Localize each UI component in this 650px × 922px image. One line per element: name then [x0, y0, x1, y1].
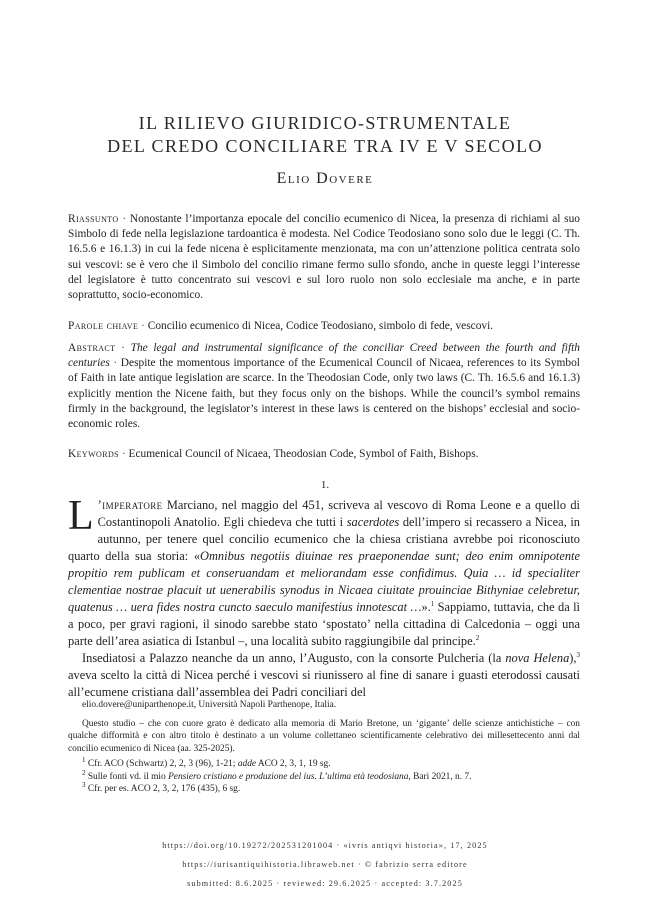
body-text-run: aveva scelto la città di Nicea perché i vescovi si riunissero al fine di sanare i guasti eterodossi causati all’ecumene cristiana dall’assemblea dei Padri conciliari del: [68, 668, 580, 699]
parole-chiave-separator: ·: [138, 320, 148, 332]
riassunto-label: Riassunto: [68, 213, 119, 225]
body-text-run: ».: [421, 600, 431, 614]
footnote-number: 1: [82, 755, 86, 764]
body-text-run: Sappiamo, tuttavia, che da lì a poco, per gravi ragioni, il sinodo sarebbe stato ‘spostato’ nella cittadina di Calcedonia – oggi una parte dell’area asiatica di Istanbul –, una località subito raggiungibile dal principe.: [68, 600, 580, 648]
footnote-text: ACO 2, 3, 1, 19 sg.: [256, 759, 331, 769]
article-title-line-2: DEL CREDO CONCILIARE TRA IV E V SECOLO: [107, 136, 543, 156]
abstract-block: [68, 341, 580, 432]
keywords-text: Ecumenical Council of Nicaea, Theodosian Code, Symbol of Faith, Bishops.: [128, 448, 479, 460]
footnote-italic: Pensiero cristiano e produzione del ius. L’ultima età teodosiana: [168, 771, 409, 782]
footnotes-area: [68, 699, 580, 796]
abstract-text: Despite the momentous importance of the Ecumenical Council of Nicaea, references to its Symbol of Faith in late antique legislation are scarce. In the Theodosian Code, only two laws (C. Th. 16.5.6 and 16.1.3) explicitly mention the Nicene faith, but they focus only on the bishops. While the council’s symbol remains firmly in the background, the legislator’s interest in these laws is centered on the bishops’ ecclesial and socio-economic roles.: [68, 357, 580, 431]
author-affiliation: [68, 699, 580, 712]
footnote-number: 2: [82, 768, 86, 777]
footnote-italic: adde: [237, 759, 257, 769]
footnote-text: Cfr. per es. ACO 2, 3, 2, 176 (435), 6 sg.: [87, 784, 241, 794]
footer-doi-line[interactable]: https://doi.org/10.19272/202531201004 · «ivris antiqvi historia», 17, 2025: [162, 841, 488, 850]
body-paragraph-1: [68, 493, 580, 650]
article-author: Elio Dovere: [276, 170, 374, 187]
footnote-1: [68, 755, 580, 771]
footnote-number: 3: [82, 780, 86, 789]
riassunto-text: Nonostante l’importanza epocale del concilio ecumenico di Nicea, la presenza di richiami al suo Simbolo di fede nella legislazione tardoantica è modesta. Nel Codice Teodosiano sono solo due le leggi (C. Th. 16.5.6 e 16.1.3) in cui la fede nicena è esplicitamente menzionata, ma con un’attenzione politica centrata solo sui vescovi: se è vero che il Simbolo del concilio rimane fermo sullo sfondo, anche in queste leggi l’interesse del legislatore è tutto concentrato sui vescovi e sul loro ruolo non solo ecclesiale ma anche, e in parte soprattutto, socio-economico.: [68, 213, 580, 302]
author-email: elio.dovere@uniparthenope.it, Università Napoli Parthenope, Italia.: [82, 700, 337, 710]
parole-chiave-text: Concilio ecumenico di Nicea, Codice Teodosiano, simbolo di fede, vescovi.: [147, 320, 494, 332]
keywords-separator: ·: [118, 448, 129, 460]
parole-chiave-label: Parole chiave: [68, 320, 139, 332]
section-number: 1.: [320, 479, 330, 491]
body-text-run: dell’impero si recassero a Nicea, in autunno, per tenere quel concilio ecumenico che la chiesa cristiana avrebbe poi riconosciuto quarto della sua storia: «: [68, 515, 580, 563]
footnote-text: Cfr. ACO (Schwartz) 2, 2, 3 (96), 1-21;: [87, 759, 238, 769]
drop-cap: L: [68, 493, 94, 539]
abstract-separator: ·: [115, 342, 131, 354]
footnote-3: [68, 780, 580, 796]
footer-dates-line: submitted: 8.6.2025 · reviewed: 29.6.2025 · accepted: 3.7.2025: [187, 879, 463, 888]
parole-chiave-block: [68, 319, 580, 334]
italic-term: nova Helena: [505, 651, 570, 665]
keywords-label: Keywords: [68, 448, 119, 460]
body-text-run: Marciano, nel maggio del 451, scriveva al vescovo di Roma Leone e a quello di Costantinopoli Anatolio. Egli chiedeva che tutti i: [97, 498, 580, 529]
footnote-ref-1[interactable]: 1: [430, 599, 435, 608]
article-title-line-1: IL RILIEVO GIURIDICO-STRUMENTALE: [138, 113, 512, 133]
riassunto-separator: ·: [118, 213, 130, 225]
keywords-block: [68, 447, 580, 462]
footnote-list: [68, 755, 580, 796]
footnote-text: , Bari 2021, n. 7.: [408, 771, 472, 782]
body-text-run: Insediatosi a Palazzo neanche da un anno, l’Augusto, con la consorte Pulcheria (la: [82, 651, 506, 665]
footnote-2: [68, 768, 580, 784]
opening-smallcaps: ’imperatore: [97, 498, 163, 512]
body-paragraph-2: [68, 650, 580, 701]
abstract-separator-2: ·: [109, 357, 121, 370]
abstract-title: The legal and instrumental significance of the conciliar Creed between the fourth and fifth centuries: [68, 342, 580, 370]
italic-term: sacerdotes: [346, 515, 400, 529]
dedication-note: Questo studio – che con cuore grato è dedicato alla memoria di Mario Bretone, un ‘gigante’ delle scienze antichistiche – con qualche difformità e con altro titolo è destinato a un volume collettaneo scientificamente celebrativo dei millesettecento anni dal concilio ecumenico di Nicea (aa. 325-2025).: [68, 718, 580, 754]
footer-website-line[interactable]: https://iurisantiquihistoria.libraweb.net · © fabrizio serra editore: [182, 860, 468, 869]
body-text-run: ),: [569, 651, 577, 665]
latin-quotation: Omnibus negotiis diuinae res praeponendae sunt; deo enim omnipotente propitio rem publicam et conseruandam et meliorandam esse confidimus. Quia … id specialiter clementiae nostrae placuit ut uenerabilis synodus in Nicaea ciuitate prouinciae Bithyniae celebretur, quatenus … uera fides nostra cuncto saeculo manifestius innotescat …: [68, 549, 580, 614]
article-body: [68, 493, 580, 701]
footnote-ref-3[interactable]: 3: [576, 650, 580, 659]
riassunto-block: [68, 212, 580, 303]
footnote-ref-2[interactable]: 2: [475, 633, 480, 642]
abstract-label: Abstract: [68, 342, 116, 354]
footnote-text: Sulle fonti vd. il mio: [87, 771, 169, 782]
